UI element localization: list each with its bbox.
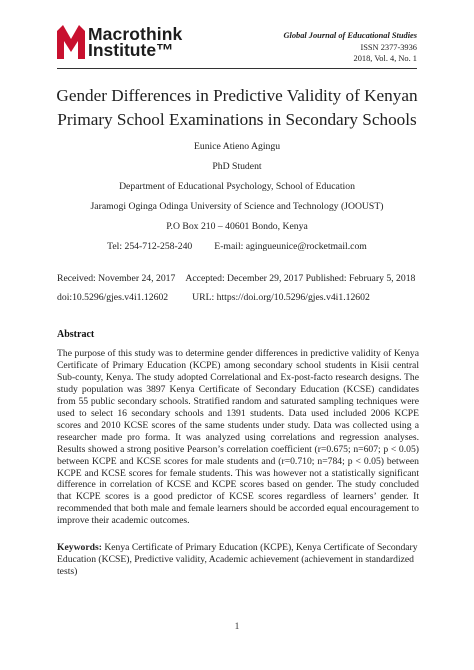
page-number: 1 [234, 622, 240, 632]
author-department: Department of Educational Psychology, School of Education [119, 181, 355, 192]
paper-title: Gender Differences in Predictive Validity of Kenyan Primary School Examinations in Secondary Schools [56, 86, 418, 129]
abstract-text: The purpose of this study was to determine gender differences in predictive validity of Kenya Certificate of Primary Education (KCPE) among secondary school students in Kisii central Sub-county, Kenya. The study adopted Correlational and Ex-post-facto research designs. The study population was 3897 Kenya Certificate of Secondary Education (KCSE) candidates from 55 public secondary schools. Stratified random and saturated sampling techniques were used to select 16 secondary schools and 1391 students. Data used included 2006 KCPE scores and 2010 KCSE scores of the same students under study. Data was collected using a researcher made pro forma. It was analyzed using correlations and regression analyses. Results showed a strong positive Pearson’s correlation coefficient (r=0.675; n=607; p < 0.05) between KCPE and KCSE scores for male students and (r=0.710; n=784; p < 0.05) between KCPE and KCSE scores for female students. This was however not a statistically significant difference in correlation of KCSE and KCPE scores based on gender. The study concluded that KCPE scores is a good predictor of KCSE scores regardless of learners’ gender. It recommended that both male and female learners should be accorded equal encouragement to improve their academic outcomes. [57, 348, 419, 527]
keywords-label: Keywords: [57, 542, 102, 553]
abstract-heading: Abstract [57, 329, 95, 340]
publication-dates [57, 272, 432, 310]
author-address: P.O Box 210 – 40601 Bondo, Kenya [166, 221, 308, 232]
logo-text-institute: Institute™ [88, 40, 174, 60]
doi-text: doi:10.5296/gjes.v4i1.12602 [57, 292, 169, 303]
page-header [0, 0, 474, 70]
journal-issn: ISSN 2377-3936 [360, 42, 417, 52]
keywords [57, 542, 419, 578]
author-tel: Tel: 254-712-258-240 [107, 241, 193, 252]
author-email[interactable]: E-mail: agingueunice@rocketmail.com [214, 241, 367, 252]
journal-info [283, 30, 417, 65]
received-date: Received: November 24, 2017 [57, 273, 176, 284]
journal-volume: 2018, Vol. 4, No. 1 [353, 54, 417, 63]
author-contact [40, 240, 434, 260]
doi-row [57, 291, 432, 310]
macrothink-m-logo-icon [57, 25, 85, 59]
author-university: Jaramogi Oginga Odinga University of Science and Technology (JOOUST) [90, 201, 384, 212]
keywords-text: Kenya Certificate of Primary Education (KCPE), Kenya Certificate of Secondary Education (KCSE), Predictive validity, Academic achievement (achievement in standardized tests) [57, 542, 418, 577]
accepted-published-date: Accepted: December 29, 2017 Published: February 5, 2018 [185, 273, 416, 284]
dates-row [57, 272, 432, 291]
author-role: PhD Student [212, 161, 262, 172]
author-name: Eunice Atieno Agingu [193, 141, 281, 152]
doi-url-link[interactable]: URL: https://doi.org/10.5296/gjes.v4i1.12602 [192, 292, 370, 303]
author-block [40, 140, 434, 260]
publisher-logo [57, 25, 197, 63]
journal-name: Global Journal of Educational Studies [283, 31, 417, 40]
header-rule [57, 68, 417, 69]
logo-text-macrothink: Macrothink [88, 24, 183, 44]
